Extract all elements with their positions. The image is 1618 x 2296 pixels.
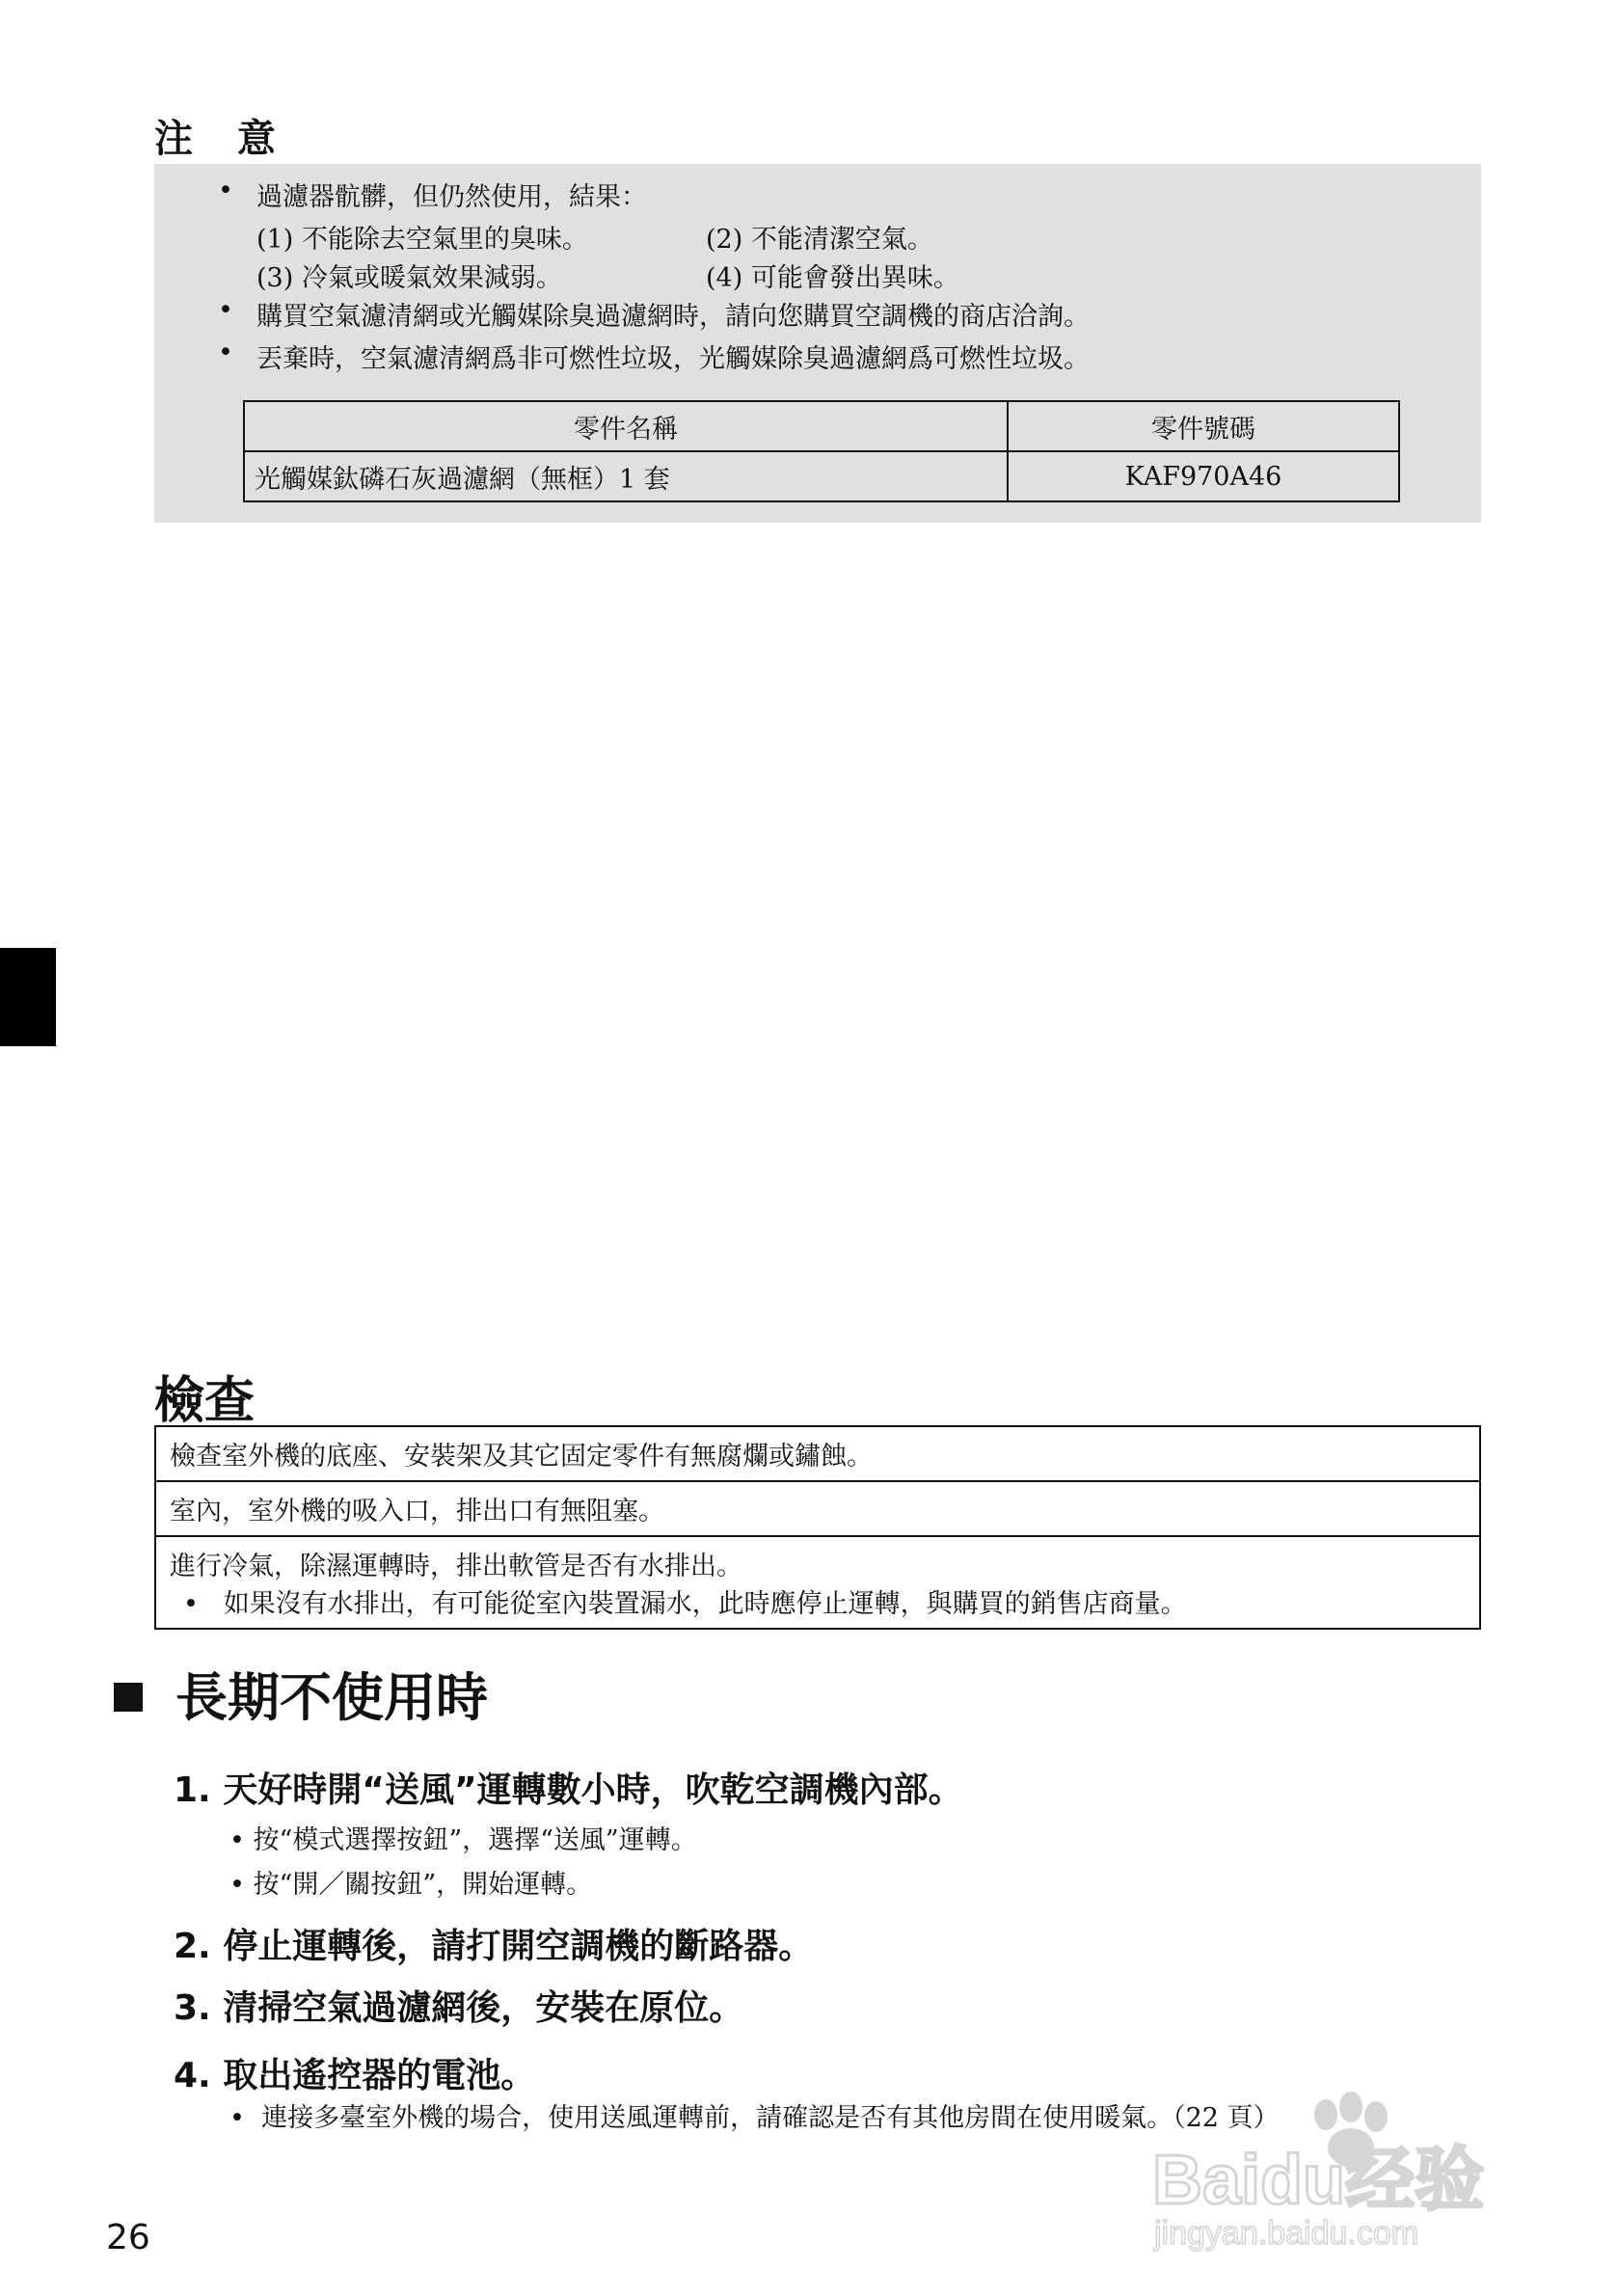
check-item-3-cell — [155, 1536, 1480, 1629]
step-2 — [174, 1919, 813, 1968]
long-term-heading — [114, 1657, 488, 1731]
step-text: 取出遙控器的電池。 — [223, 2056, 536, 2095]
bullet-icon: • — [218, 176, 233, 205]
step-text: 清掃空氣過濾網後，安裝在原位。 — [223, 1988, 744, 2028]
sub-text: 連接多臺室外機的場合，使用送風運轉前，請確認是否有其他房間在使用暖氣。（22 頁） — [261, 2103, 1280, 2133]
parts-table — [243, 400, 1400, 502]
step-4-sub — [229, 2096, 1280, 2134]
header-part-number: 零件號碼 — [1008, 401, 1399, 451]
step-1 — [174, 1763, 963, 1812]
chapter-tab-marker — [0, 948, 56, 1046]
caution-bullet-1: 過濾器骯髒，但仍然使用，結果： — [256, 182, 647, 212]
step-4 — [174, 2048, 535, 2097]
bullet-icon: • — [229, 1870, 254, 1900]
caution-bullet-3: 丟棄時，空氣濾清網爲非可燃性垃圾，光觸媒除臭過濾網爲可燃性垃圾。 — [256, 344, 1090, 374]
step-text: 停止運轉後，請打開空調機的斷路器。 — [223, 1927, 814, 1966]
caution-result-4: (4) 可能會發出異味。 — [706, 263, 959, 293]
caution-heading: 注 意 — [154, 117, 291, 161]
sub-text: 按“開／關按鈕”，開始運轉。 — [253, 1870, 593, 1900]
table-row — [155, 1426, 1480, 1481]
check-item-3-sub-text: 如果沒有水排出，有可能從室內裝置漏水，此時應停止運轉，與購買的銷售店商量。 — [223, 1589, 1187, 1619]
check-table — [154, 1425, 1481, 1630]
step-number: 2. — [174, 1927, 211, 1966]
step-number: 1. — [174, 1770, 211, 1810]
check-item-3: 進行冷氣，除濕運轉時，排出軟管是否有水排出。 — [170, 1552, 742, 1581]
header-part-name: 零件名稱 — [244, 401, 1008, 451]
cell-part-number: KAF970A46 — [1008, 451, 1399, 501]
baidu-watermark-logo — [1143, 2078, 1548, 2252]
long-term-title: 長期不使用時 — [175, 1667, 488, 1728]
caution-result-1: (1) 不能除去空氣里的臭味。 — [256, 225, 588, 255]
check-item-1: 檢查室外機的底座、安裝架及其它固定零件有無腐爛或鏽蝕。 — [155, 1426, 1480, 1481]
step-3 — [174, 1981, 743, 2030]
sub-text: 按“模式選擇按鈕”，選擇“送風”運轉。 — [253, 1825, 697, 1855]
step-number: 4. — [174, 2056, 211, 2095]
table-row — [244, 451, 1399, 501]
caution-box — [154, 164, 1481, 523]
bullet-icon: • — [218, 338, 233, 367]
watermark-brand: Baidu经验 — [1152, 2142, 1485, 2219]
cell-part-name: 光觸媒鈦磷石灰過濾網（無框）1 套 — [244, 451, 1008, 501]
step-text: 天好時開“送風”運轉數小時，吹乾空調機內部。 — [223, 1770, 963, 1810]
table-row — [155, 1536, 1480, 1629]
square-bullet-icon — [114, 1683, 143, 1712]
step-1-sub-1 — [229, 1819, 697, 1856]
caution-bullet-2: 購買空氣濾清網或光觸媒除臭過濾網時，請向您購買空調機的商店洽詢。 — [256, 302, 1090, 332]
bullet-icon: • — [229, 2103, 262, 2133]
bullet-icon: • — [183, 1589, 224, 1619]
table-header-row — [244, 401, 1399, 451]
table-row — [155, 1481, 1480, 1536]
watermark-url: jingyan.baidu.com — [1154, 2215, 1419, 2252]
bullet-icon: • — [218, 295, 233, 325]
caution-result-3: (3) 冷氣或暖氣效果減弱。 — [256, 263, 562, 293]
caution-result-2: (2) 不能清潔空氣。 — [706, 225, 933, 255]
check-item-3-sub — [170, 1582, 1466, 1620]
step-1-sub-2 — [229, 1863, 592, 1901]
check-heading: 檢查 — [154, 1372, 256, 1430]
step-number: 3. — [174, 1988, 211, 2028]
bullet-icon: • — [229, 1825, 254, 1855]
page-number: 26 — [106, 2218, 150, 2257]
check-item-2: 室內，室外機的吸入口，排出口有無阻塞。 — [155, 1481, 1480, 1536]
